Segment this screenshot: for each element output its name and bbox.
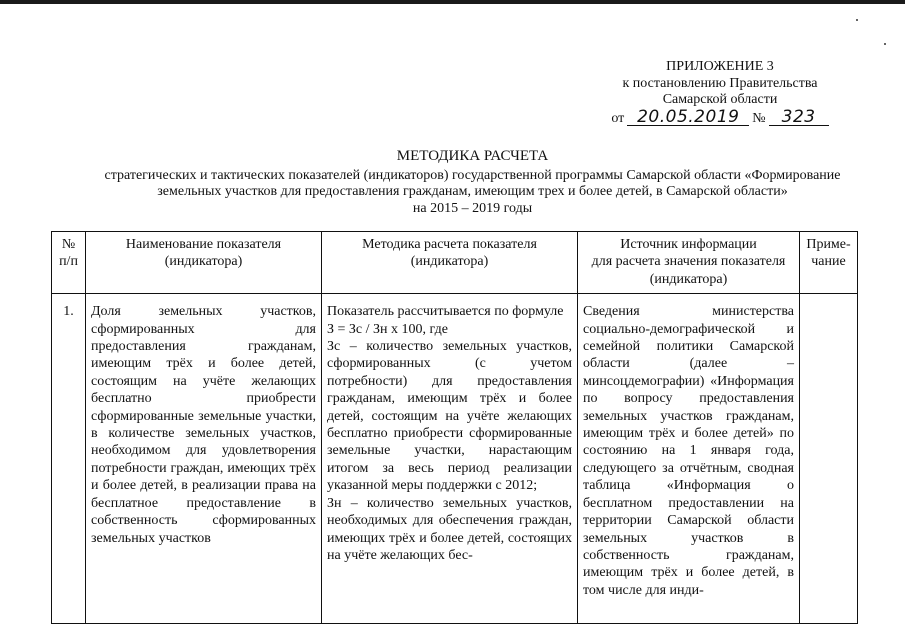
scan-top-border [0, 0, 905, 4]
method-intro: Показатель рассчитывается по формуле [327, 304, 564, 320]
header-source: Источник информации для расчета значения показателя (индикатора) [578, 232, 800, 294]
heading-line-3: на 2015 – 2019 годы [412, 200, 533, 216]
date-prefix: от [611, 110, 625, 126]
header-note: Приме- чание [800, 232, 858, 294]
appendix-line-2: Самарской области [662, 92, 778, 107]
heading-line-2: земельных участков для предоставления гражданам, имеющим трех и более детей, в Самарской области» [157, 184, 788, 199]
method-zn-definition: Зн – количество земельных участков, необходимых для обеспечения граждан, имеющих трёх и более детей, состоящих на учёте желающих бес- [327, 495, 572, 563]
appendix-block [560, 59, 880, 127]
method-formula: З = Зс / Зн х 100, где [327, 321, 448, 337]
heading-line-1: стратегических и тактических показателей (индикаторов) государственной программы Самарской области «Формирование [104, 167, 841, 183]
row-number: 1. [52, 294, 86, 624]
appendix-date-row [560, 106, 880, 128]
handwritten-date: 20.05.2019 [627, 109, 749, 126]
methodology-table [51, 231, 858, 624]
handwritten-number: 323 [769, 109, 829, 126]
header-indicator-name: Наименование показателя (индикатора) [86, 232, 322, 294]
calculation-method [322, 294, 578, 624]
information-source: Сведения министерства социально-демографической и семейной политики Самарской области (далее – минсоцдемографии) «Информация по вопросу предоставления земельных участков гражданам, имеющим трёх и более детей» по состоянию на 1 января года, следующего за отчётным, сводная таблица «Информация о бесплатном предоставлении на территории Самарской области земельных участков в собственность гражданам, имеющим трёх и более детей, в том числе для инди- [578, 294, 800, 624]
table-header-row [52, 232, 858, 294]
method-zs-definition: Зс – количество земельных участков, сформированных (с учетом потребности) для предоставления гражданам, имеющим трёх и более детей, состоящим на учёте желающих бесплатно приобрести сформированные земельные участки, нарастающим итогом за весь период реализации указанной меры поддержки с 2012; [327, 339, 572, 494]
header-number: № п/п [52, 232, 86, 294]
scan-speck [856, 19, 858, 21]
indicator-name: Доля земельных участков, сформированных для предоставления гражданам, имеющим трёх и более детей, состоящим на учёте желающих бесплатно приобрести сформированные земельные участки, в количестве земельных участков, необходимом для удовлетворения потребности граждан, имеющих трёх и более детей, в реализации права на бесплатное предоставление в собственность сформированных земельных участков [86, 294, 322, 624]
number-prefix: № [752, 110, 766, 126]
document-heading [40, 148, 905, 217]
page-title: МЕТОДИКА РАСЧЕТА [396, 148, 549, 164]
appendix-line-1: к постановлению Правительства [622, 75, 818, 91]
appendix-title: ПРИЛОЖЕНИЕ 3 [666, 59, 774, 74]
header-method: Методика расчета показателя (индикатора) [322, 232, 578, 294]
scan-speck [884, 43, 886, 45]
note-cell [800, 294, 858, 624]
table-row [52, 294, 858, 624]
